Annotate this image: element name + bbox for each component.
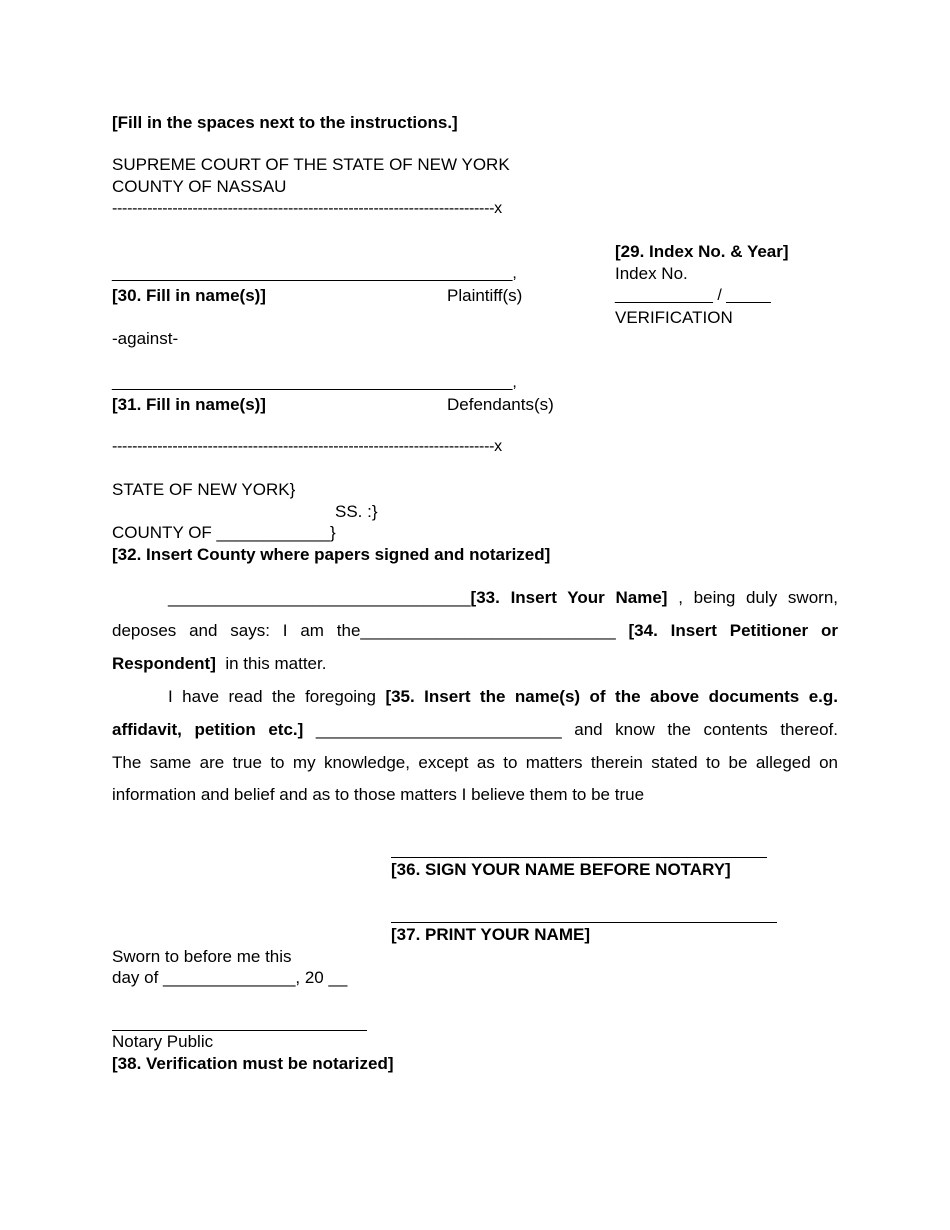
index-number-field[interactable]: ___________ / _____: [615, 287, 771, 304]
index-label: Index No.: [615, 264, 688, 283]
body-line-7: [112, 778, 838, 811]
against-label: -against-: [112, 329, 179, 348]
sworn-text: Sworn to before me this: [112, 947, 292, 966]
body-line-2-text: deposes and says: I am the: [112, 621, 361, 640]
body-line-4: [112, 680, 838, 713]
body-line-7-text: information and belief and as to those matters I believe them to be true: [112, 785, 645, 804]
documents-instruction: [35. Insert the name(s) of the above documents e.g.: [385, 687, 839, 706]
body-line-3-text: in this matter.: [225, 654, 327, 673]
body-line-4-text: I have read the foregoing: [168, 687, 376, 706]
role-instruction: [34. Insert Petitioner or: [628, 621, 838, 640]
venue-instruction: [32. Insert County where papers signed and notarized]: [112, 545, 551, 564]
body-line-3: [112, 647, 838, 680]
sworn-date-field[interactable]: day of ______________, 20 __: [112, 968, 348, 987]
body-line-1-text: , being duly sworn,: [678, 588, 839, 607]
documents-instruction-cont: affidavit, petition etc.]: [112, 720, 304, 739]
plaintiff-label: Plaintiff(s): [447, 286, 523, 305]
plaintiff-instruction: [30. Fill in name(s)]: [112, 286, 266, 305]
caption-divider-bottom: ----------------------------------------------------------------------------x: [112, 438, 502, 455]
court-county: COUNTY OF NASSAU: [112, 177, 287, 196]
signature-line[interactable]: [391, 857, 767, 858]
notary-label: Notary Public: [112, 1032, 214, 1051]
venue-state: STATE OF NEW YORK}: [112, 480, 296, 499]
notary-signature-line[interactable]: [112, 1030, 367, 1031]
body-line-2: [112, 614, 838, 647]
court-name: SUPREME COURT OF THE STATE OF NEW YORK: [112, 155, 510, 174]
defendant-name-field[interactable]: _____________________________________________,: [112, 374, 517, 391]
body-line-6-text: The same are true to my knowledge, except as to matters therein stated to be alleged on: [112, 753, 838, 772]
defendant-instruction: [31. Fill in name(s)]: [112, 395, 266, 414]
instruction-header: [Fill in the spaces next to the instructions.]: [112, 113, 458, 132]
plaintiff-name-field[interactable]: _____________________________________________,: [112, 265, 517, 282]
print-name-line[interactable]: [391, 922, 777, 923]
venue-ss: SS. :}: [335, 502, 378, 521]
documents-field[interactable]: __________________________: [315, 720, 562, 739]
body-line-6: [112, 746, 838, 779]
role-instruction-cont: Respondent]: [112, 654, 216, 673]
index-instruction: [29. Index No. & Year]: [615, 242, 789, 261]
document-title: VERIFICATION: [615, 308, 733, 327]
notary-instruction: [38. Verification must be notarized]: [112, 1054, 394, 1073]
sign-instruction: [36. SIGN YOUR NAME BEFORE NOTARY]: [391, 860, 731, 879]
venue-county-field[interactable]: COUNTY OF ____________}: [112, 523, 336, 542]
name-instruction: [33. Insert Your Name]: [470, 588, 668, 607]
body-line-5: [112, 713, 838, 746]
name-field[interactable]: ________________________________: [168, 588, 471, 607]
print-instruction: [37. PRINT YOUR NAME]: [391, 925, 590, 944]
body-line-5-text: and know the contents thereof.: [574, 720, 838, 739]
caption-divider-top: ----------------------------------------------------------------------------x: [112, 200, 502, 217]
defendant-label: Defendants(s): [447, 395, 554, 414]
role-field[interactable]: ___________________________: [360, 621, 616, 640]
body-line-1: [112, 581, 838, 614]
